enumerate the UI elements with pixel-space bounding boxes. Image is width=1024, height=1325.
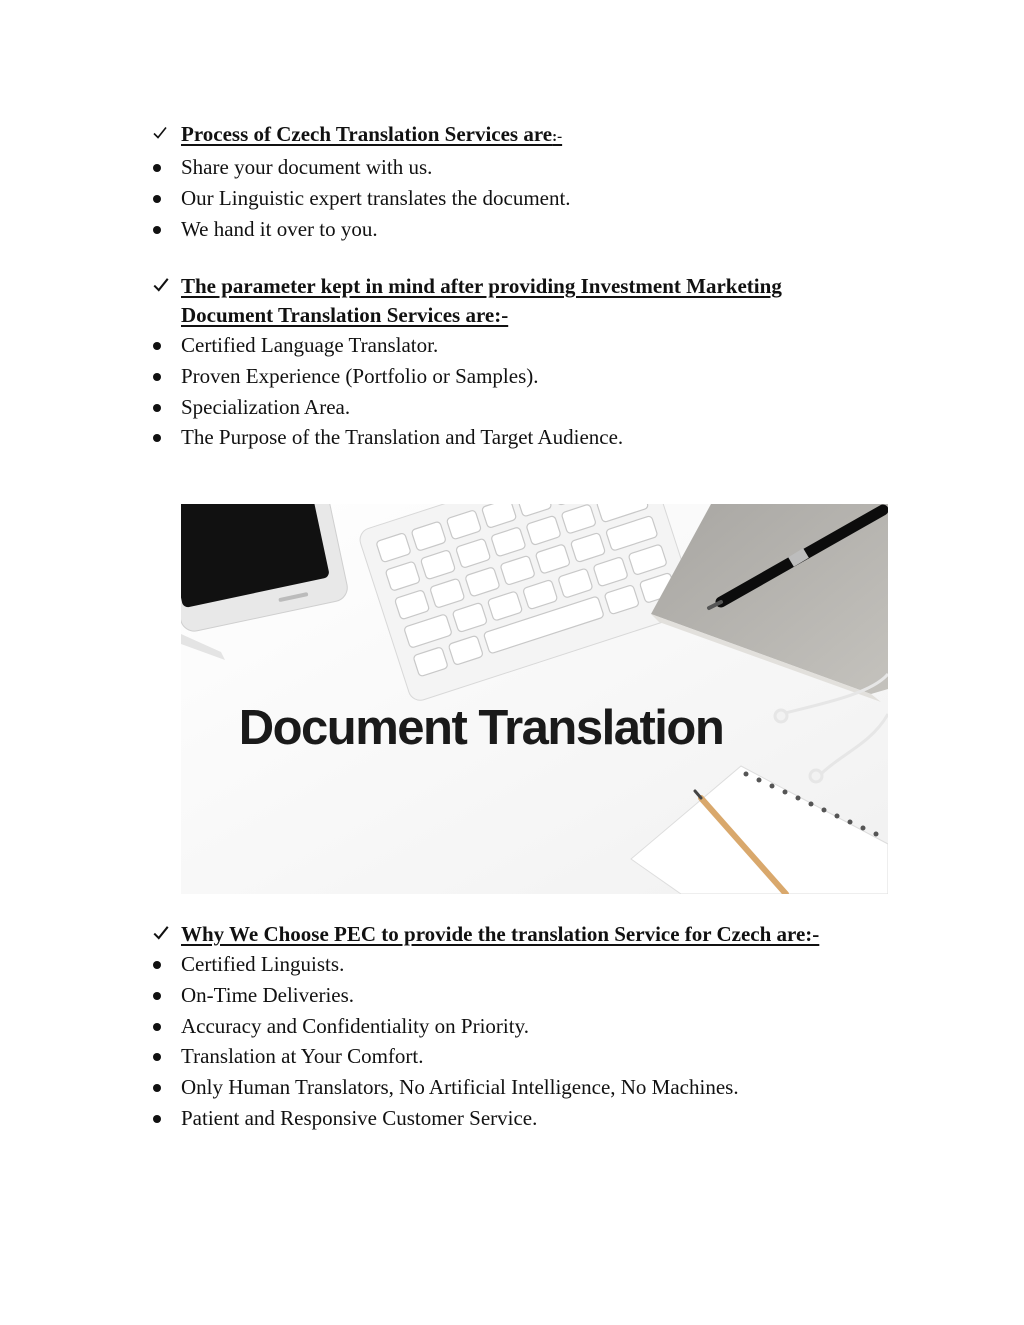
bullet-list	[150, 152, 910, 244]
image-title: Document Translation	[238, 701, 724, 755]
list-item	[150, 980, 930, 1011]
list-item	[150, 1041, 930, 1072]
heading-text: Why We Choose PEC to provide the translation Service for Czech are:-	[181, 922, 820, 946]
section-parameters	[150, 272, 910, 453]
bullet-dot-icon	[153, 226, 161, 234]
list-item-text: Specialization Area.	[181, 394, 351, 419]
bullet-dot-icon	[153, 992, 161, 1000]
bullet-list	[150, 949, 930, 1134]
list-item	[150, 1011, 930, 1042]
section-process	[150, 120, 910, 244]
heading-text-line1: The parameter kept in mind after providing Investment Marketing	[181, 274, 782, 298]
list-item-text: Patient and Responsive Customer Service.	[181, 1105, 538, 1130]
document-translation-image	[181, 504, 888, 894]
checkmark-icon	[152, 273, 172, 302]
bullet-dot-icon	[153, 1115, 161, 1123]
list-item	[150, 214, 910, 245]
bullet-dot-icon	[153, 961, 161, 969]
bullet-dot-icon	[153, 1084, 161, 1092]
list-item-text: Only Human Translators, No Artificial Intelligence, No Machines.	[181, 1075, 739, 1100]
list-item	[150, 183, 910, 214]
list-item-text: On-Time Deliveries.	[181, 982, 355, 1007]
heading-text-line2: Document Translation Services are:-	[181, 303, 509, 327]
list-item-text: We hand it over to you.	[181, 216, 378, 241]
section-why-pec	[150, 920, 930, 1134]
list-item-text: The Purpose of the Translation and Target Audience.	[181, 425, 624, 450]
heading-suffix: :-	[552, 129, 563, 145]
list-item-text: Share your document with us.	[181, 155, 433, 179]
list-item-text: Accuracy and Confidentiality on Priority.	[181, 1013, 529, 1038]
bullet-list	[150, 330, 910, 453]
list-item	[150, 1103, 930, 1134]
list-item-text: Certified Language Translator.	[181, 333, 439, 357]
bullet-dot-icon	[153, 373, 161, 381]
section-heading	[150, 272, 910, 330]
list-item-text: Proven Experience (Portfolio or Samples).	[181, 363, 539, 388]
list-item	[150, 949, 930, 980]
bullet-dot-icon	[153, 195, 161, 203]
section-heading	[150, 920, 930, 949]
bullet-dot-icon	[153, 404, 161, 412]
checkmark-icon	[152, 921, 172, 950]
bullet-dot-icon	[153, 164, 161, 172]
list-item-text: Our Linguistic expert translates the document.	[181, 185, 571, 210]
desk-illustration	[181, 504, 888, 894]
list-item	[150, 152, 910, 183]
bullet-dot-icon	[153, 1053, 161, 1061]
list-item	[150, 330, 910, 361]
list-item-text: Translation at Your Comfort.	[181, 1044, 424, 1069]
bullet-dot-icon	[153, 342, 161, 350]
checkmark-icon	[152, 120, 172, 149]
list-item	[150, 361, 910, 392]
list-item	[150, 1072, 930, 1103]
list-item	[150, 422, 910, 453]
list-item-text: Certified Linguists.	[181, 952, 345, 976]
section-heading	[150, 120, 910, 152]
bullet-dot-icon	[153, 1023, 161, 1031]
list-item	[150, 392, 910, 423]
heading-text: Process of Czech Translation Services are	[181, 122, 553, 146]
bullet-dot-icon	[153, 434, 161, 442]
